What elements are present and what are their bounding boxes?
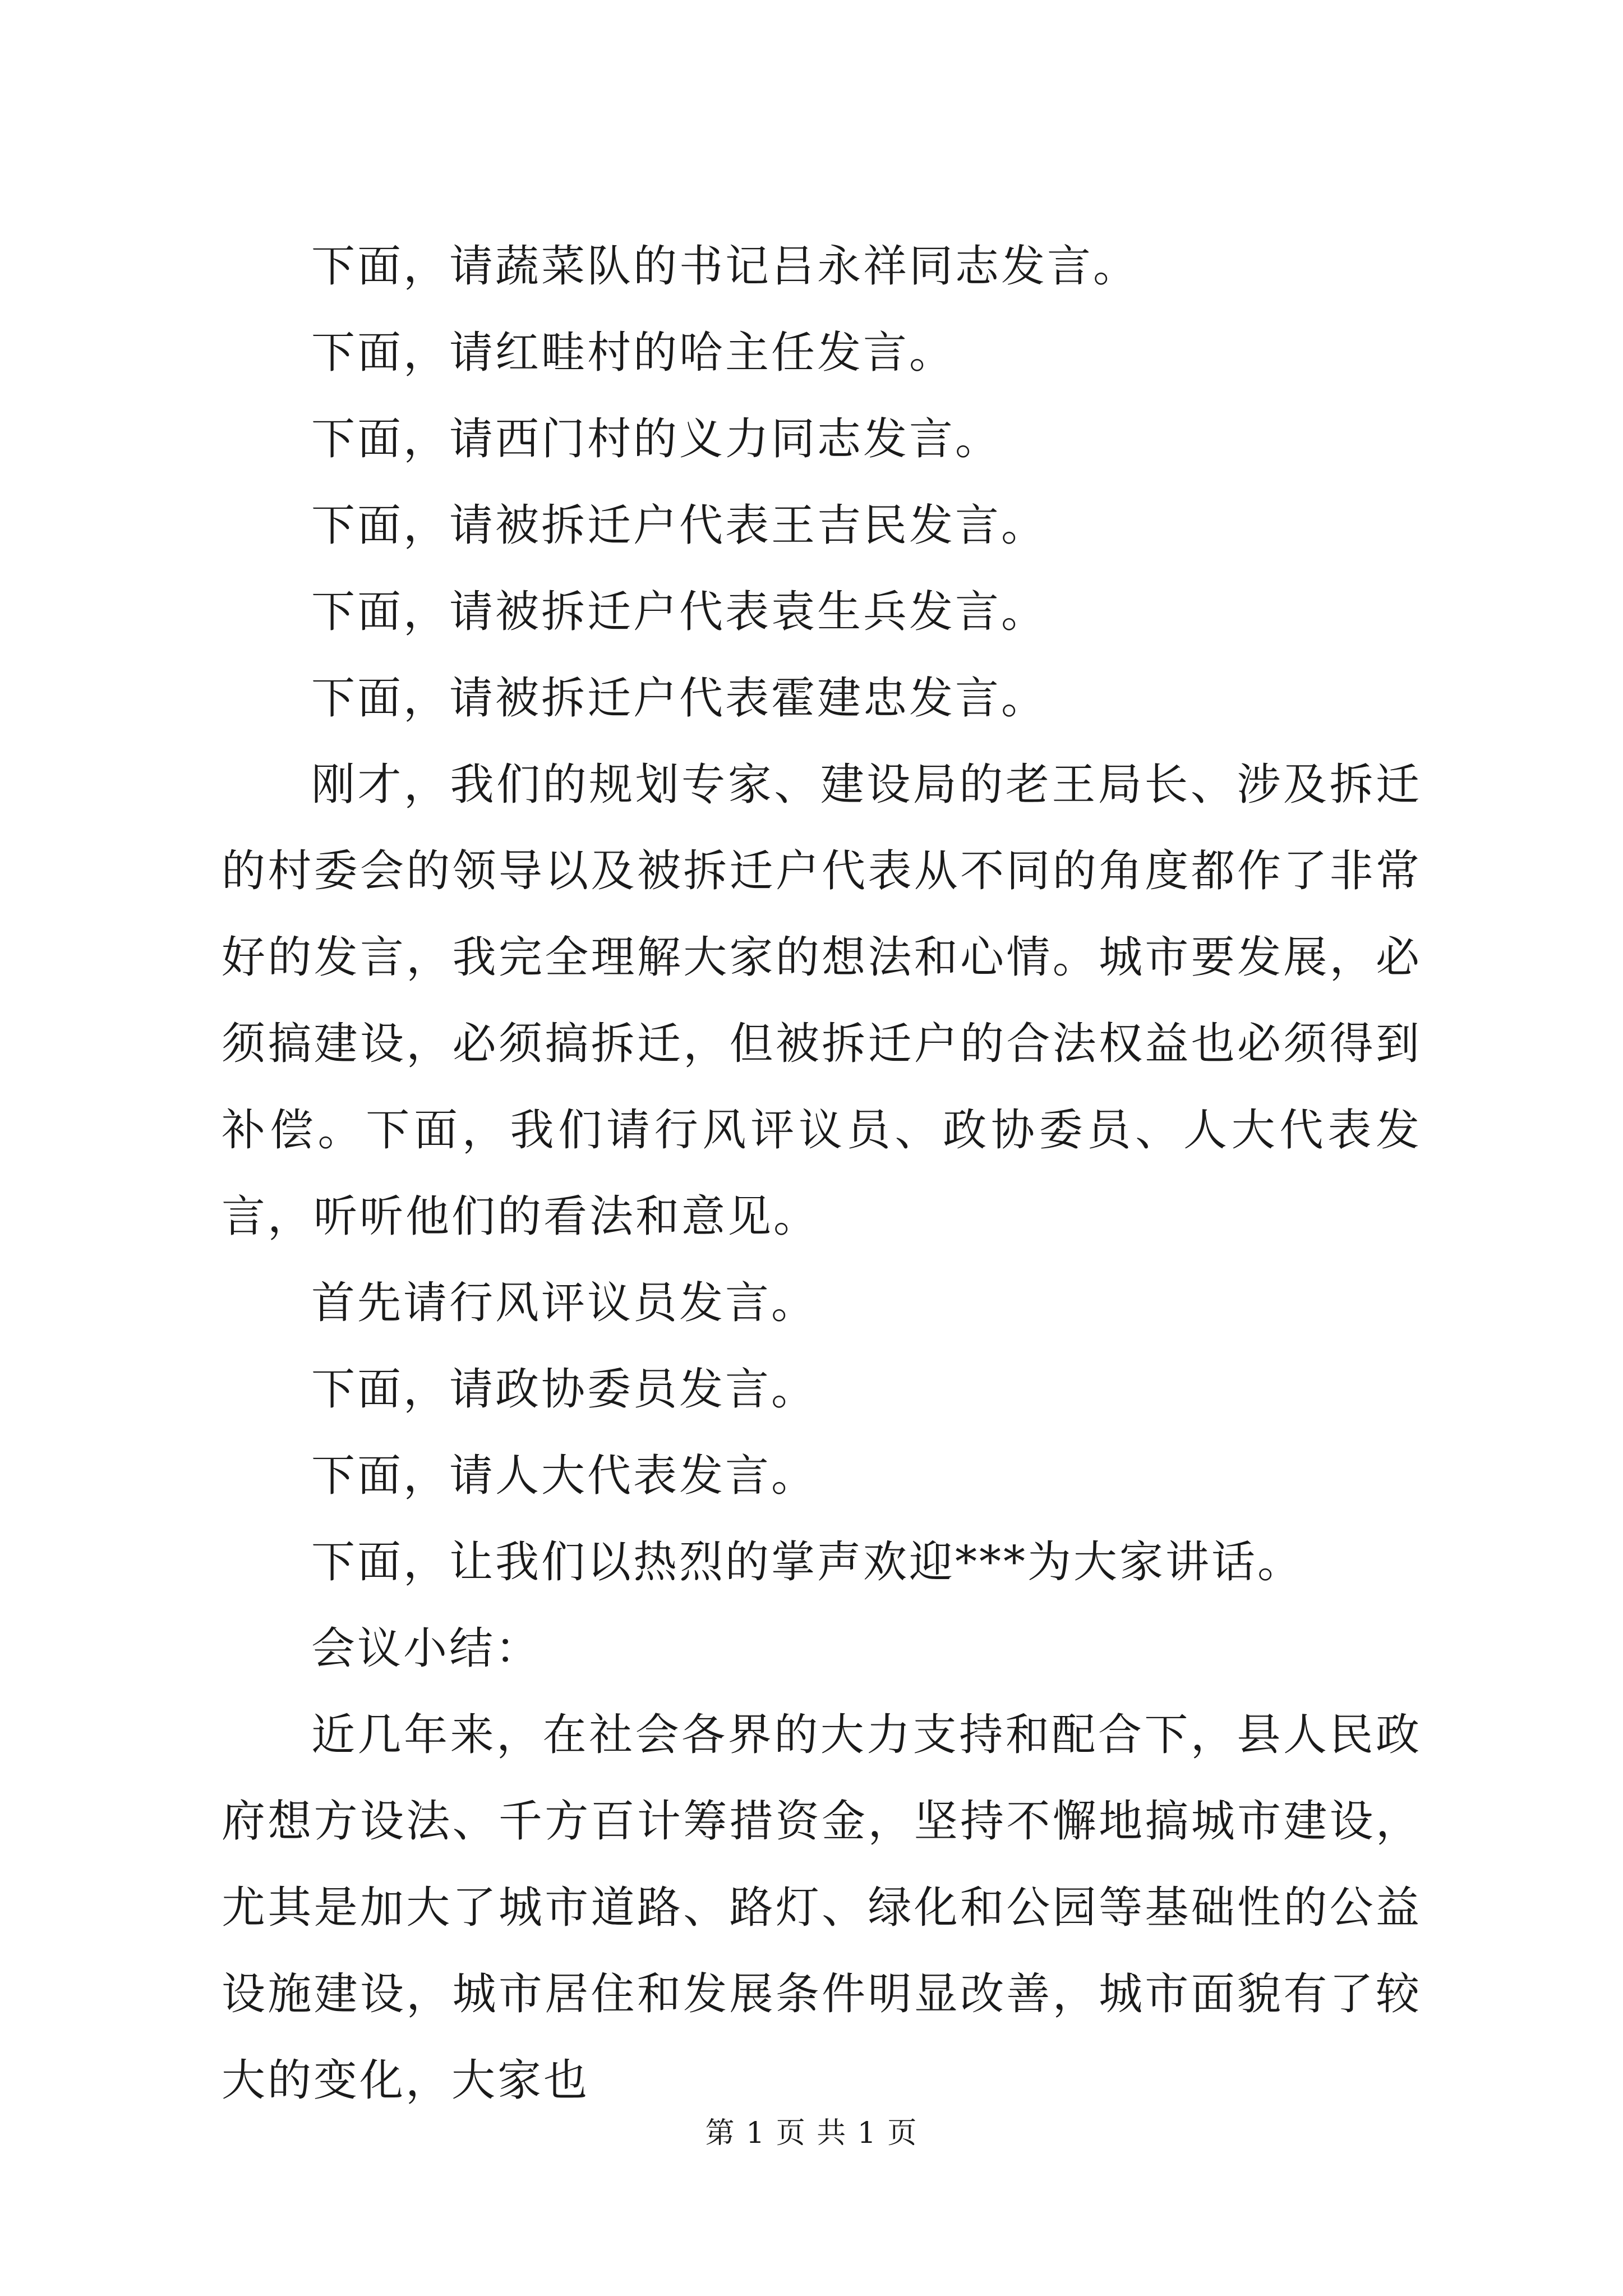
paragraph: 近几年来，在社会各界的大力支持和配合下，县人民政府想方设法、千方百计筹措资金，坚持不懈地搞城市建设，尤其是加大了城市道路、路灯、绿化和公园等基础性的公益设施建设，城市居住和发展条件明显改善，城市面貌有了较大的变化，大家也 [222,1710,1422,2106]
paragraph: 首先请行风评议员发言。 [311,1278,818,1328]
paragraph: 下面，请被拆迁户代表霍建忠发言。 [311,673,1048,724]
paragraph: 下面，请被拆迁户代表袁生兵发言。 [311,587,1048,637]
document-body [222,223,1422,2124]
paragraph: 会议小结： [311,1623,542,1674]
page-footer: 第 1 页 共 1 页 [705,2116,918,2150]
paragraph: 下面，请红畦村的哈主任发言。 [311,328,956,378]
paragraph: 下面，请被拆迁户代表王吉民发言。 [311,500,1048,551]
paragraph: 下面，让我们以热烈的掌声欢迎***为大家讲话。 [311,1537,1304,1588]
paragraph: 刚才，我们的规划专家、建设局的老王局长、涉及拆迁的村委会的领导以及被拆迁户代表从不同的角度都作了非常好的发言，我完全理解大家的想法和心情。城市要发展，必须搞建设，必须搞拆迁，但被拆迁户的合法权益也必须得到补偿。下面，我们请行风评议员、政协委员、人大代表发言，听听他们的看法和意见。 [222,760,1422,1242]
paragraph: 下面，请人大代表发言。 [311,1451,818,1501]
paragraph: 下面，请政协委员发言。 [311,1364,818,1415]
paragraph: 下面，请蔬菜队的书记吕永祥同志发言。 [311,241,1140,292]
paragraph: 下面，请西门村的义力同志发言。 [311,414,1002,464]
